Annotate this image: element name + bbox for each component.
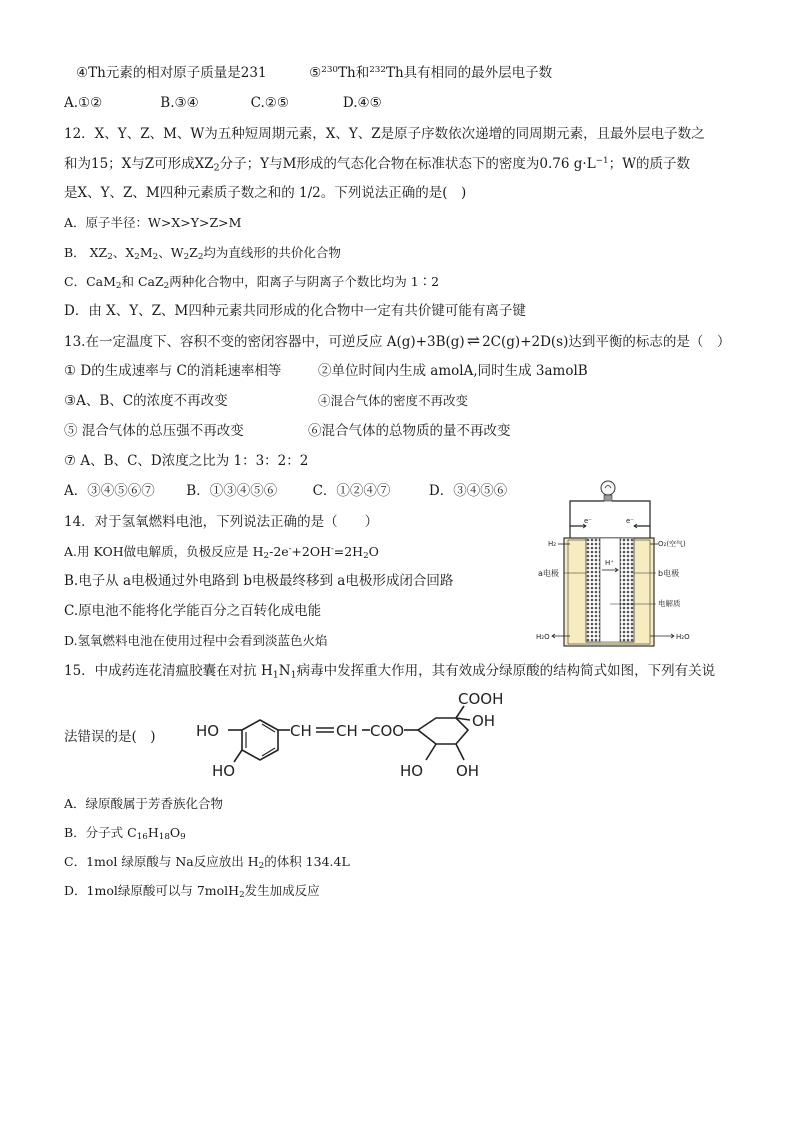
o2-inlet-label: O₂(空气) [658,540,686,548]
condition-6: ⑥混合气体的总物质的量不再改变 [308,423,511,439]
h2o-outlet-right: H₂O [676,633,690,641]
option-c[interactable]: C.②⑤ [250,95,289,111]
electron-label: e⁻ [626,517,635,525]
q15-option-c[interactable]: C．1mol 绿原酸与 Na反应放出 $H_2$的体积 134.4L [64,854,350,872]
q15-line2: 法错误的是( ) [64,729,156,745]
condition-5: ⑤ 混合气体的总压强不再改变 [64,423,244,439]
svg-text:COOH: COOH [458,690,504,708]
electrode-b-label: b电极 [658,569,680,578]
svg-text:COO: COO [370,722,405,740]
electrode-b [620,538,634,642]
q15-line1: 15．中成药连花清瘟胶囊在对抗 $H_1N_1$病毒中发挥重大作用，其有效成分绿原酸的结构简式如图，下列有关说 [64,663,716,681]
q13-row4: ⑦ A、B、C、D浓度之比为 1：3：2：2 [64,453,309,469]
q15-option-b[interactable]: B．分子式 $C_{16}H_{18}O_9$ [64,825,186,843]
q13-title: 13.在一定温度下、容积不变的密闭容器中，可逆反应 A(g)+3B(g) ⇌ 2C(g)+2D(s)达到平衡的标志的是（ ） [64,331,731,350]
q12-option-b[interactable]: B． $XZ_2$、$X_2M_2$、$W_2Z_2$均为直线形的共价化合物 [64,245,341,263]
svg-text:OH: OH [472,712,496,730]
q15-option-d[interactable]: D．1mol绿原酸可以与 7molH$_2$发生加成反应 [64,883,320,901]
svg-text:CH: CH [336,722,358,740]
q11-options [64,94,382,112]
option-d[interactable]: D.④⑤ [342,95,382,111]
q12-line1: 12．X、Y、Z、M、W为五种短周期元素，X、Y、Z是原子序数依次递增的同周期元素，且最外层电子数之 [64,126,705,142]
condition-4: ④混合气体的密度不再改变 [318,393,469,408]
equilibrium-arrow-icon: ⇌ [466,331,481,350]
q13-row1 [64,362,588,380]
option-b[interactable]: B．①③④⑤⑥ [186,483,278,499]
option-c[interactable]: C．①②④⑦ [312,483,391,499]
q12-option-d[interactable]: D．由 X、Y、Z、M四种元素共同形成的化合物中一定有共价键可能有离子键 [64,303,526,319]
svg-text:HO: HO [400,762,424,780]
cyclohexane-ring [418,718,468,744]
svg-text:CH: CH [290,722,312,740]
q13-row2 [64,392,468,410]
h2-inlet-label: H₂ [548,540,557,548]
svg-text:HO: HO [196,722,220,740]
condition-3: ③A、B、C的浓度不再改变 [64,393,228,409]
q12-option-c[interactable]: C．CaM$_2$和 CaZ$_2$两种化合物中，阳离子与阴离子个数比均为 1∶2 [64,274,440,292]
electrode-a [586,538,600,642]
chlorogenic-acid-structure [190,690,520,790]
proton-label: H⁺ [605,559,614,567]
svg-text:HO: HO [212,762,236,780]
h2o-outlet-left: H₂O [536,633,550,641]
statement-4: ④Th元素的相对原子质量是231 [76,65,267,81]
svg-text:OH: OH [456,762,480,780]
benzene-ring [242,720,278,760]
q14-option-d[interactable]: D.氢氧燃料电池在使用过程中会看到淡蓝色火焰 [64,633,328,648]
condition-2: ②单位时间内生成 amolA,同时生成 3amolB [318,363,588,379]
q13-row3 [64,422,511,440]
q14-option-c[interactable]: C.原电池不能将化学能百分之百转化成电能 [64,603,322,619]
q12-line2: 和为15；X与Z可形成$XZ_2$分子；Y与M形成的气态化合物在标准状态下的密度为0.76 $g\cdot L^{-1}$；W的质子数 [64,155,690,174]
option-d[interactable]: D．③④⑤⑥ [428,483,508,499]
option-a[interactable]: A．③④⑤⑥⑦ [64,483,155,499]
q12-option-a[interactable]: A．原子半径：W>X>Y>Z>M [64,215,242,230]
option-a[interactable]: A.①② [64,95,103,111]
electrode-a-label: a电极 [538,569,559,578]
q13-options [64,482,507,500]
condition-1: ① D的生成速率与 C的消耗速率相等 [64,363,282,379]
statement-4-5: ④Th元素的相对原子质量是231 ⑤$^{230}$Th和$^{232}$Th具有相同的最外层电子数 [76,64,553,81]
electrolyte-label: 电解质 [658,599,681,608]
q15-option-a[interactable]: A．绿原酸属于芳香族化合物 [64,796,224,811]
electrolyte-region [600,538,620,642]
option-b[interactable]: B.③④ [160,95,199,111]
electron-label: e⁻ [584,517,593,525]
q12-line3: 是X、Y、Z、M四种元素质子数之和的 1/2。下列说法正确的是( ) [64,185,467,201]
light-bulb-icon [601,481,615,501]
fuel-cell-diagram [530,478,740,648]
q14-option-a[interactable]: A.用 KOH做电解质，负极反应是 $H_2-2e^-+2OH^-=2H_2O$ [64,543,379,562]
q14-option-b[interactable]: B.电子从 a电极通过外电路到 b电极最终移到 a电极形成闭合回路 [64,573,454,589]
q14-title: 14．对于氢氧燃料电池，下列说法正确的是（ ） [64,514,379,530]
